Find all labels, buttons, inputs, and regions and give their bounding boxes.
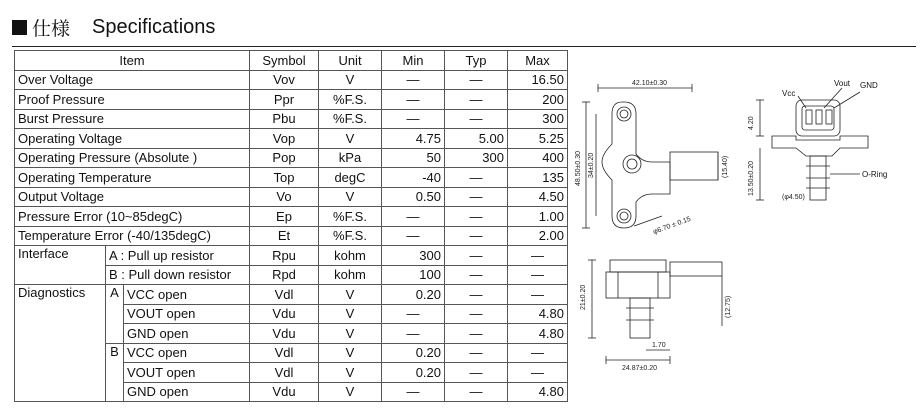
row-unit: V: [319, 304, 382, 324]
row-min: 0.20: [382, 343, 445, 363]
row-max: 5.25: [508, 129, 568, 149]
label-gnd: GND: [860, 81, 878, 90]
dim-side-bottom: 13.50±0.20: [748, 161, 755, 196]
diagnostics-group-tag: A: [106, 285, 124, 344]
row-min: 50: [382, 148, 445, 168]
row-typ: —: [445, 187, 508, 207]
row-min: —: [382, 90, 445, 110]
row-item: Operating Voltage: [15, 129, 250, 149]
row-symbol: Et: [250, 226, 319, 246]
row-typ: —: [445, 382, 508, 402]
col-typ: Typ: [445, 51, 508, 71]
dim-height-total: 48.50±0.30: [575, 151, 582, 186]
table-row: [15, 168, 568, 188]
row-min: —: [382, 70, 445, 90]
interface-label: Interface: [15, 246, 106, 285]
row-symbol: Vdl: [250, 285, 319, 305]
row-symbol: Vdu: [250, 304, 319, 324]
row-min: —: [382, 207, 445, 227]
row-sub-item: GND open: [124, 324, 250, 344]
row-item: Output Voltage: [15, 187, 250, 207]
row-symbol: Ep: [250, 207, 319, 227]
dim-port-dia: (φ4.50): [782, 194, 805, 201]
dim-bottom-small: 1.70: [652, 342, 666, 349]
table-row: [15, 148, 568, 168]
dim-port: (15.40): [722, 155, 729, 178]
row-unit: V: [319, 324, 382, 344]
col-max: Max: [508, 51, 568, 71]
row-typ: —: [445, 207, 508, 227]
row-typ: —: [445, 265, 508, 285]
row-sub-item: VOUT open: [124, 304, 250, 324]
table-row: [15, 109, 568, 129]
technical-drawings: [572, 74, 912, 374]
row-symbol: Vdl: [250, 343, 319, 363]
row-unit: degC: [319, 168, 382, 188]
row-min: 100: [382, 265, 445, 285]
row-unit: V: [319, 187, 382, 207]
dim-hole: φ6.70 ± 0.15: [652, 215, 692, 236]
row-typ: —: [445, 324, 508, 344]
table-row: [15, 207, 568, 227]
row-symbol: Vop: [250, 129, 319, 149]
row-max: 2.00: [508, 226, 568, 246]
row-min: -40: [382, 168, 445, 188]
label-vout: Vout: [834, 79, 851, 88]
section-heading: [12, 14, 215, 40]
row-unit: %F.S.: [319, 109, 382, 129]
row-sub-item: VCC open: [124, 285, 250, 305]
row-symbol: Vov: [250, 70, 319, 90]
row-typ: —: [445, 285, 508, 305]
row-typ: —: [445, 304, 508, 324]
row-max: —: [508, 246, 568, 266]
row-item: Over Voltage: [15, 70, 250, 90]
table-row: [15, 129, 568, 149]
row-item: Temperature Error (-40/135degC): [15, 226, 250, 246]
table-row: [15, 90, 568, 110]
row-unit: V: [319, 70, 382, 90]
row-unit: %F.S.: [319, 90, 382, 110]
col-unit: Unit: [319, 51, 382, 71]
row-max: —: [508, 343, 568, 363]
col-min: Min: [382, 51, 445, 71]
row-max: 4.80: [508, 304, 568, 324]
row-sub-item: B : Pull down resistor: [106, 265, 250, 285]
row-min: 0.50: [382, 187, 445, 207]
row-typ: —: [445, 109, 508, 129]
table-row: [15, 246, 568, 266]
table-header-row: [15, 51, 568, 71]
front-view-drawing: [572, 246, 742, 376]
dim-width-top: 42.10±0.30: [632, 80, 667, 87]
row-max: 16.50: [508, 70, 568, 90]
row-typ: —: [445, 168, 508, 188]
row-typ: —: [445, 246, 508, 266]
row-sub-item: A : Pull up resistor: [106, 246, 250, 266]
heading-japanese: 仕様: [32, 17, 71, 40]
row-symbol: Rpd: [250, 265, 319, 285]
heading-rule: [12, 46, 916, 47]
row-symbol: Rpu: [250, 246, 319, 266]
row-item: Operating Pressure (Absolute ): [15, 148, 250, 168]
row-max: —: [508, 265, 568, 285]
row-unit: kPa: [319, 148, 382, 168]
side-view-drawing: [742, 74, 912, 204]
row-max: 4.80: [508, 324, 568, 344]
table-row: [15, 226, 568, 246]
row-unit: %F.S.: [319, 207, 382, 227]
row-symbol: Pbu: [250, 109, 319, 129]
row-max: 400: [508, 148, 568, 168]
row-symbol: Vdu: [250, 382, 319, 402]
row-unit: V: [319, 382, 382, 402]
row-sub-item: GND open: [124, 382, 250, 402]
row-item: Pressure Error (10~85degC): [15, 207, 250, 227]
row-typ: —: [445, 226, 508, 246]
row-typ: 5.00: [445, 129, 508, 149]
row-symbol: Ppr: [250, 90, 319, 110]
dim-bottom-height: 21±0.20: [580, 284, 587, 310]
label-vcc: Vcc: [782, 89, 796, 98]
row-min: 4.75: [382, 129, 445, 149]
row-symbol: Vdl: [250, 363, 319, 383]
dim-center: 34±0.20: [588, 152, 595, 178]
row-min: 300: [382, 246, 445, 266]
table-row: [15, 187, 568, 207]
col-symbol: Symbol: [250, 51, 319, 71]
spec-table: [14, 50, 568, 402]
row-max: 4.80: [508, 382, 568, 402]
row-min: —: [382, 109, 445, 129]
row-max: 135: [508, 168, 568, 188]
row-typ: —: [445, 70, 508, 90]
row-unit: kohm: [319, 265, 382, 285]
row-typ: —: [445, 343, 508, 363]
label-oring: O-Ring: [862, 170, 888, 179]
row-item: Operating Temperature: [15, 168, 250, 188]
row-unit: kohm: [319, 246, 382, 266]
table-row: [15, 70, 568, 90]
dim-bottom-width: 24.87±0.20: [622, 365, 657, 372]
row-typ: —: [445, 90, 508, 110]
row-min: —: [382, 324, 445, 344]
row-min: 0.20: [382, 285, 445, 305]
row-symbol: Pop: [250, 148, 319, 168]
diagnostics-group-tag: B: [106, 343, 124, 402]
dim-bottom-right: (12.75): [725, 295, 732, 318]
row-symbol: Vdu: [250, 324, 319, 344]
row-min: —: [382, 382, 445, 402]
row-max: 300: [508, 109, 568, 129]
row-sub-item: VCC open: [124, 343, 250, 363]
heading-english: Specifications: [92, 15, 216, 38]
row-unit: %F.S.: [319, 226, 382, 246]
row-typ: 300: [445, 148, 508, 168]
row-max: 1.00: [508, 207, 568, 227]
row-symbol: Top: [250, 168, 319, 188]
row-item: Proof Pressure: [15, 90, 250, 110]
row-min: —: [382, 304, 445, 324]
row-symbol: Vo: [250, 187, 319, 207]
row-unit: V: [319, 285, 382, 305]
row-item: Burst Pressure: [15, 109, 250, 129]
row-max: 200: [508, 90, 568, 110]
row-max: —: [508, 285, 568, 305]
square-bullet-icon: [12, 20, 27, 35]
row-unit: V: [319, 343, 382, 363]
row-typ: —: [445, 363, 508, 383]
top-view-drawing: [572, 74, 732, 244]
row-max: 4.50: [508, 187, 568, 207]
dim-side-top: 4.20: [748, 116, 755, 130]
row-max: —: [508, 363, 568, 383]
row-unit: V: [319, 129, 382, 149]
col-item: Item: [15, 51, 250, 71]
row-min: 0.20: [382, 363, 445, 383]
row-min: —: [382, 226, 445, 246]
diagnostics-label: Diagnostics: [15, 285, 106, 402]
table-row: [15, 285, 568, 305]
row-unit: V: [319, 363, 382, 383]
row-sub-item: VOUT open: [124, 363, 250, 383]
